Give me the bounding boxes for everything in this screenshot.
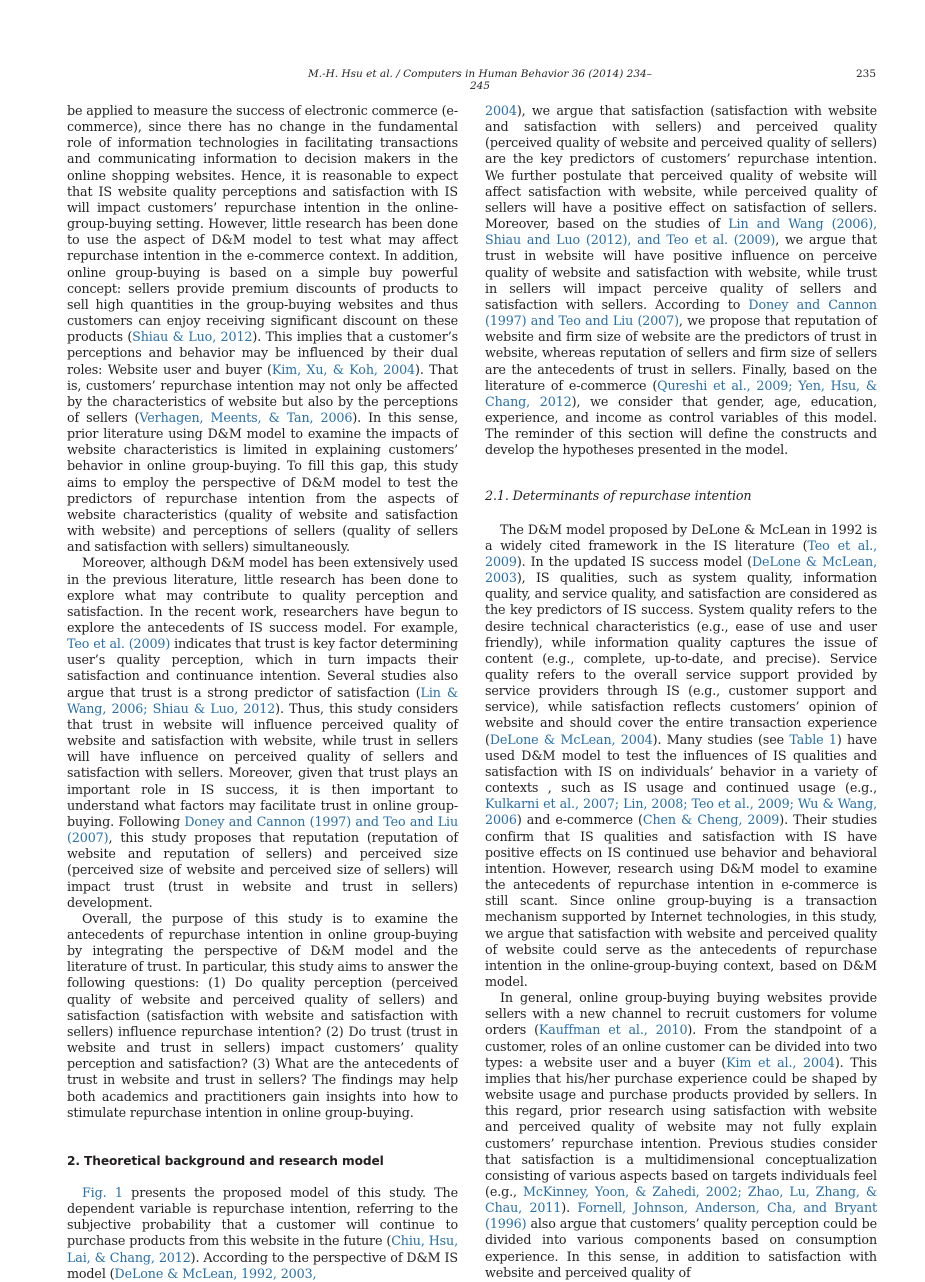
body-text: In general, online group-buying buying websites provide sellers with a new channel to recruit customers for volume orders ( — [485, 990, 877, 1038]
body-text: ) have used D&M model to test the influences of IS qualities and satisfaction with IS on individuals’ behavior in a variety of contexts , such as IS usage and continued usage (e.g., — [485, 731, 877, 796]
paragraph — [67, 103, 458, 555]
body-text: ), we consider that gender, age, education, experience, and income as control variables of this model. The reminder of this section will define the constructs and develop the hypotheses presented in the model. — [485, 393, 877, 458]
running-head: M.-H. Hsu et al. / Computers in Human Behavior 36 (2014) 234–245 — [308, 68, 652, 92]
paragraph — [485, 103, 877, 458]
citation-link[interactable]: DeLone & McLean, 2004 — [489, 731, 653, 747]
citation-link[interactable]: Chiu, Hsu, Lai, & Chang, 2012 — [67, 1233, 458, 1265]
body-text: ). This implies that a customer’s perceptions and behavior may be influenced by their dual roles: Website user and buyer ( — [67, 329, 458, 377]
body-text: indicates that trust is key factor determining user’s quality perception, which in turn impacts their satisfaction and continuance intention. Several studies also argue that trust is a strong predictor of satisfaction ( — [67, 636, 458, 700]
citation-link[interactable]: Kim et al., 2004 — [726, 1054, 835, 1070]
citation-link[interactable]: Kauffman et al., 2010 — [538, 1022, 688, 1038]
body-text: Overall, the purpose of this study is to examine the antecedents of repurchase intention in online group-buying by integrating the perspective of D&M model and the literature of trust. In particular, this study aims to answer the following questions: (1) Do quality perception (perceived quality of website and perceived quality of sellers) and satisfaction (satisfaction with website and satisfaction with sellers) influence repurchase intention? (2) Do trust (trust in website and trust in sellers) impact customers’ quality perception and satisfaction? (3) What are the antecedents of trust in website and trust in sellers? The findings may help both academics and practitioners gain insights into how to stimulate repurchase intention in online group-buying. — [67, 910, 458, 1120]
body-text: ). Many studies (see — [652, 731, 790, 747]
citation-link[interactable]: DeLone & McLean, 2003 — [485, 553, 877, 586]
left-column — [67, 103, 458, 1282]
citation-link[interactable]: Qureshi et al., 2009; Yen, Hsu, & Chang, 2012 — [485, 377, 877, 409]
body-text: Moreover, although D&M model has been extensively used in the previous literature, little research has been done to explore what may contribute to quality perception and satisfaction. In the recent work, researchers have begun to explore the antecedents of IS success model. For example, — [67, 555, 458, 635]
body-text: The D&M model proposed by DeLone & McLean in 1992 is a widely cited framework in the IS literature ( — [485, 521, 877, 553]
body-text: ). From the standpoint of a customer, roles of an online customer can be divided into two types: a website user and a buyer ( — [485, 1022, 877, 1070]
citation-link[interactable]: Teo et al., 2009 — [485, 537, 878, 569]
citation-link[interactable]: Fornell, Johnson, Anderson, Cha, and Bryant (1996) — [485, 1200, 877, 1232]
citation-link[interactable]: 2004 — [485, 103, 517, 118]
body-text: be applied to measure the success of electronic commerce (e-commerce), since there has no change in the fundamental role of information technologies in facilitating transactions and communicating information to decision makers in the online shopping websites. Hence, it is reasonable to expect that IS website quality perceptions and satisfaction with IS will impact customers’ repurchase intention in the online-group-buying setting. However, little research has been done to use the aspect of D&M model to test what may affect repurchase intention in the e-commerce context. In addition, online group-buying is based on a simple buy powerful concept: sellers provide premium discounts of products to sell high quantities in the group-buying websites and thus customers can enjoy receiving significant discount on these products ( — [67, 103, 458, 345]
body-text: ). This implies that his/her purchase experience could be shaped by website usage and purchase products provided by sellers. In this regard, prior research using satisfaction with website and perceived quality of website may not fully explain customers’ repurchase intention. Previous studies consider that satisfaction is a multidimensional conceptualization consisting of various aspects based on targets individuals feel (e.g., — [485, 1054, 877, 1199]
citation-link[interactable]: Fig. 1 — [82, 1185, 123, 1200]
body-text: , we propose that reputation of website and firm size of website are the predictors of trust in website, whereas reputation of sellers and firm size of sellers are the antecedents of trust in sellers. Finally, based on the literature of e-commerce ( — [485, 313, 877, 393]
page-number: 235 — [855, 68, 876, 80]
body-text: ). In this sense, prior literature using D&M model to examine the impacts of website characteristics is limited in explaining customers’ behavior in online group-buying. To fill this gap, this study aims to employ the perspective of D&M model to test the predictors of repurchase intention from the aspects of website characteristics (quality of website and satisfaction with website) and perceptions of sellers (quality of sellers and satisfaction with sellers) simultaneously. — [67, 409, 458, 555]
body-text: ), IS qualities, such as system quality, information quality, and service quality, and satisfaction are considered as the key predictors of IS success. System quality refers to the desire technical characteristics (e.g., ease of use and user friendly), while information quality captures the issue of content (e.g., complete, up-to-date, and precise). Service quality refers to the overall service support provided by service providers through IS (e.g., customer support and service), while satisfaction reflects customers’ opinion of website and should cover the entire transaction experience ( — [485, 570, 877, 747]
citation-link[interactable]: Kulkarni et al., 2007; Lin, 2008; Teo et al., 2009; Wu & Wang, 2006 — [485, 796, 877, 828]
paragraph — [485, 522, 877, 991]
body-text: ). That is, customers’ repurchase intention may not only be affected by the characteristics of website but also by the perceptions of sellers ( — [67, 361, 458, 425]
right-column — [485, 103, 877, 1281]
citation-link[interactable]: Table 1 — [789, 731, 837, 747]
body-text: , this study proposes that reputation (reputation of website and reputation of sellers) and perceived size (perceived size of website and perceived size of sellers) will impact trust (trust in website and trust in sellers) development. — [67, 830, 458, 910]
section-heading: 2. Theoretical background and research model — [67, 1153, 384, 1168]
body-text: , we argue that trust in website will have positive influence on perceive quality of website and satisfaction with website, while trust in sellers will impact perceive quality of sellers and satisfaction with sellers. According to — [485, 232, 877, 312]
body-text: ). In the updated IS success model ( — [516, 553, 752, 569]
citation-link[interactable]: Lin and Wang (2006), Shiau and Luo (2012), and Teo et al. (2009) — [485, 216, 877, 248]
citation-link[interactable]: Chen & Cheng, 2009 — [642, 812, 780, 828]
citation-link[interactable]: Shiau & Luo, 2012 — [132, 329, 253, 345]
body-text: ). Their studies confirm that IS qualities and satisfaction with IS have positive effects on IS continued use behavior and behavioral intention. However, research using D&M model to examine the antecedents of repurchase intention in e-commerce is still scant. Since online group-buying is a transaction mechanism supported by Internet technologies, in this study, we argue that satisfaction with website and perceived quality of website could serve as the antecedents of repurchase intention in the online-group-buying context, based on D&M model. — [485, 812, 878, 989]
subsection-heading: 2.1. Determinants of repurchase intention — [485, 488, 752, 504]
paragraph — [67, 555, 458, 910]
citation-link[interactable]: McKinney, Yoon, & Zahedi, 2002; Zhao, Lu, Zhang, & Chau, 2011 — [485, 1184, 877, 1216]
body-text: ). Thus, this study considers that trust in website will influence perceived quality of website and satisfaction with website, while trust in sellers will have influence on perceived quality of sellers and satisfaction with sellers. Moreover, given that trust plays an important role in IS success, it is then important to understand what factors may facilitate trust in online group-buying. Following — [67, 700, 458, 829]
citation-link[interactable]: Doney and Cannon (1997) and Teo and Liu (2007) — [67, 813, 459, 846]
body-text: presents the proposed model of this study. The dependent variable is repurchase intention, referring to the subjective probability that a customer will continue to purchase products from this website in the future ( — [67, 1185, 459, 1249]
body-text: ). — [561, 1200, 578, 1216]
body-text: ). According to the perspective of D&M IS model ( — [67, 1249, 458, 1281]
body-text: also argue that customers’ quality perception could be divided into various components based on consumption experience. In this sense, in addition to satisfaction with website and perceived quality of — [485, 1216, 877, 1280]
citation-link[interactable]: Kim, Xu, & Koh, 2004 — [271, 361, 416, 377]
paragraph — [67, 1185, 458, 1282]
citation-link[interactable]: Lin & Wang, 2006; Shiau & Luo, 2012 — [67, 684, 458, 716]
citation-link[interactable]: Verhagen, Meents, & Tan, 2006 — [139, 409, 353, 425]
paragraph — [67, 911, 458, 1121]
citation-link[interactable]: Teo et al. (2009) — [67, 636, 171, 652]
citation-link[interactable]: DeLone & McLean, 1992, 2003, — [114, 1265, 317, 1281]
paragraph — [485, 990, 877, 1281]
body-text: ), we argue that satisfaction (satisfaction with website and satisfaction with sellers) and perceived quality (perceived quality of website and perceived quality of sellers) are the key predictors of customers’ repurchase intention. We further postulate that perceived quality of website will affect satisfaction with website, while perceived quality of sellers will have a positive effect on satisfaction of sellers. Moreover, based on the studies of — [485, 103, 877, 232]
citation-link[interactable]: Doney and Cannon (1997) and Teo and Liu (2007) — [485, 296, 877, 329]
body-text: ) and e-commerce ( — [516, 812, 643, 828]
